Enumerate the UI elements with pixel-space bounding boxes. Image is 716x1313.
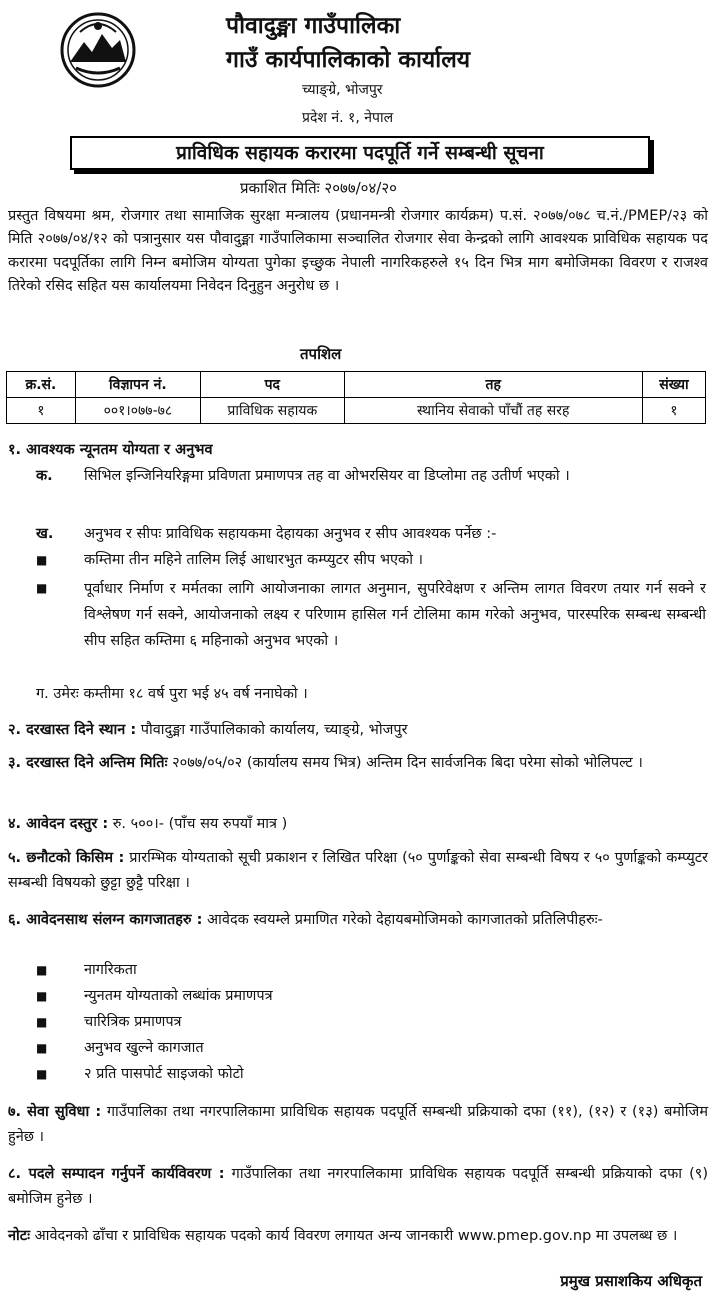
bullet-icon: ■ — [36, 1015, 48, 1029]
table-cell: १ — [642, 398, 705, 424]
section-text: आवेदक स्वयम्ले प्रमाणित गरेको देहायबमोजिमको कागजातको प्रतिलिपीहरुः- — [202, 912, 603, 928]
section-title: १. आवश्यक न्यूनतम योग्यता र अनुभव — [8, 442, 213, 458]
section-documents — [8, 908, 708, 933]
note — [8, 1224, 708, 1249]
table-caption: तपशिल — [300, 345, 342, 363]
section-deadline — [8, 751, 708, 776]
item-label: क. — [36, 468, 53, 484]
section-text: पौवादुङ्मा गाउँपालिकाको कार्यालय, च्याङ्ग्रे, भोजपुर — [136, 722, 408, 738]
office-name: गाउँ कार्यपालिकाको कार्यालय — [226, 47, 471, 73]
table-header-row — [7, 372, 706, 398]
notice-title: प्राविधिक सहायक करारमा पदपूर्ति गर्ने सम्बन्धी सूचना — [70, 136, 650, 170]
published-date: प्रकाशित मितिः २०७७/०४/२० — [240, 179, 397, 197]
list-item: न्युनतम योग्यताको लब्धांक प्रमाणपत्र — [84, 988, 273, 1004]
item-text: सिभिल इन्जिनियरिङ्गमा प्रविणता प्रमाणपत्र तह वा ओभरसियर वा डिप्लोमा तह उतीर्ण भएको । — [84, 468, 570, 484]
age-requirement: ग. उमेरः कम्तीमा १८ वर्ष पुरा भई ४५ वर्ष ननाघेको । — [36, 686, 308, 702]
section-text: रु. ५००।- (पाँच सय रुपयाँ मात्र ) — [108, 816, 288, 832]
table-cell: १ — [7, 398, 76, 424]
section-submission-place — [8, 718, 708, 743]
section-label: ६. आवेदनसाथ संलग्न कागजातहरु : — [8, 912, 203, 928]
column-header: क्र.सं. — [7, 372, 76, 398]
vacancy-table — [6, 371, 706, 424]
section-fee — [8, 812, 708, 837]
table-row — [7, 398, 706, 424]
section-service-facility — [8, 1100, 708, 1150]
section-label: २. दरखास्त दिने स्थान : — [8, 722, 137, 738]
section-text: प्रारम्भिक योग्यताको सूची प्रकाशन र लिखित परिक्षा (५० पुर्णाङ्कको सेवा सम्बन्धी विषय र ५० पुर्णाङ्कको कम्प्युटर सम्बन्धी विषयको छुट्टा छुट्टै परिक्षा । — [8, 850, 708, 891]
bullet-icon: ■ — [36, 581, 48, 595]
bullet-icon: ■ — [36, 1067, 48, 1081]
intro-paragraph: प्रस्तुत विषयमा श्रम, रोजगार तथा सामाजिक सुरक्षा मन्त्रालय (प्रधानमन्त्री रोजगार कार्यक्रम) प.सं. २०७७/०७८ च.नं./PMEP/२३ को मिति २०७७/०४/१२ को पत्रानुसार यस पौवादुङ्मा गाउँपालिकामा सञ्चालित रोजगार सेवा केन्द्रको लागि आवश्यक प्राविधिक सहायक पद करारमा पदपूर्तिका लागि निम्न बमोजिम योग्यता पुगेका इच्छुक नेपाली नागरिकहरुले १५ दिन भित्र माग बमोजिमका विवरण र राजश्व तिरेको रसिद सहित यस कार्यालयमा निवेदन दिनुहुन अनुरोध छ । — [8, 208, 708, 295]
list-item: चारित्रिक प्रमाणपत्र — [84, 1014, 182, 1030]
bullet-icon: ■ — [36, 963, 48, 977]
bullet-icon: ■ — [36, 553, 48, 567]
table-cell: प्राविधिक सहायक — [201, 398, 345, 424]
section-selection — [8, 846, 708, 896]
section-label: ५. छनौटको किसिम : — [8, 850, 125, 866]
section-label: ३. दरखास्त दिने अन्तिम मितिः — [8, 755, 168, 771]
section-text: २०७७/०५/०२ (कार्यालय समय भित्र) अन्तिम दिन सार्वजनिक बिदा परेमा सोको भोलिपल्ट । — [167, 755, 643, 771]
column-header: संख्या — [642, 372, 705, 398]
address-line: च्याङ्ग्रे, भोजपुर — [302, 82, 383, 98]
table-cell: स्थानिय सेवाको पाँचौं तह सरह — [344, 398, 642, 424]
section-label: ८. पदले सम्पादन गर्नुपर्ने कार्यविवरण : — [8, 1166, 225, 1182]
section-qualification — [8, 438, 708, 702]
list-item: अनुभव खुल्ने कागजात — [84, 1040, 204, 1056]
section-text: गाउँपालिका तथा नगरपालिकामा प्राविधिक सहायक पदपूर्ति सम्बन्धी प्रक्रियाको दफा (११), (१२) र (१३) बमोजिम हुनेछ । — [8, 1104, 708, 1145]
note-text: आवेदनको ढाँचा र प्राविधिक सहायक पदको कार्य विवरण लगायत अन्य जानकारी www.pmep.gov.np मा उपलब्ध छ । — [30, 1228, 678, 1244]
column-header: पद — [201, 372, 345, 398]
list-item: नागरिकता — [84, 962, 137, 978]
column-header: विज्ञापन नं. — [75, 372, 200, 398]
table-cell: ००१।०७७-७८ — [75, 398, 200, 424]
column-header: तह — [344, 372, 642, 398]
bullet-icon: ■ — [36, 1041, 48, 1055]
signature-title: प्रमुख प्रसाशकिय अधिकृत — [560, 1272, 702, 1290]
document-list — [8, 958, 708, 1088]
list-item: २ प्रति पासपोर्ट साइजको फोटो — [84, 1066, 244, 1082]
item-label: ख. — [36, 526, 54, 542]
note-label: नोटः — [8, 1228, 31, 1244]
section-label: ७. सेवा सुविधा : — [8, 1104, 102, 1120]
section-label: ४. आवेदन दस्तुर : — [8, 816, 109, 832]
bullet-icon: ■ — [36, 989, 48, 1003]
item-text: अनुभव र सीपः प्राविधिक सहायकमा देहायका अनुभव र सीप आवश्यक पर्नेछ :- — [84, 526, 497, 542]
bullet-text: पूर्वाधार निर्माण र मर्मतका लागि आयोजनाका लागत अनुमान, सुपरिवेक्षण र अन्तिम लागत विवरण तयार गर्न सक्ने र विश्लेषण गर्न सक्ने, आयोजनाको लक्ष्य र परिणाम हासिल गर्न टोलिमा काम गरेको अनुभव, पारस्परिक सम्बन्ध सम्बन्धी सीप सहित कम्तिमा ६ महिनाको अनुभव भएको । — [84, 581, 706, 649]
province-line: प्रदेश नं. १, नेपाल — [302, 110, 394, 126]
bullet-text: कम्तिमा तीन महिने तालिम लिई आधारभुत कम्प्युटर सीप भएको । — [84, 552, 424, 568]
nepal-emblem-icon — [60, 12, 136, 88]
section-job-description — [8, 1162, 708, 1212]
org-name: पौवादुङ्मा गाउँपालिका — [226, 13, 401, 39]
section-text: गाउँपालिका तथा नगरपालिकामा प्राविधिक सहायक पदपूर्ति सम्बन्धी प्रक्रियाको दफा (९) बमोजिम हुनेछ । — [8, 1166, 709, 1207]
